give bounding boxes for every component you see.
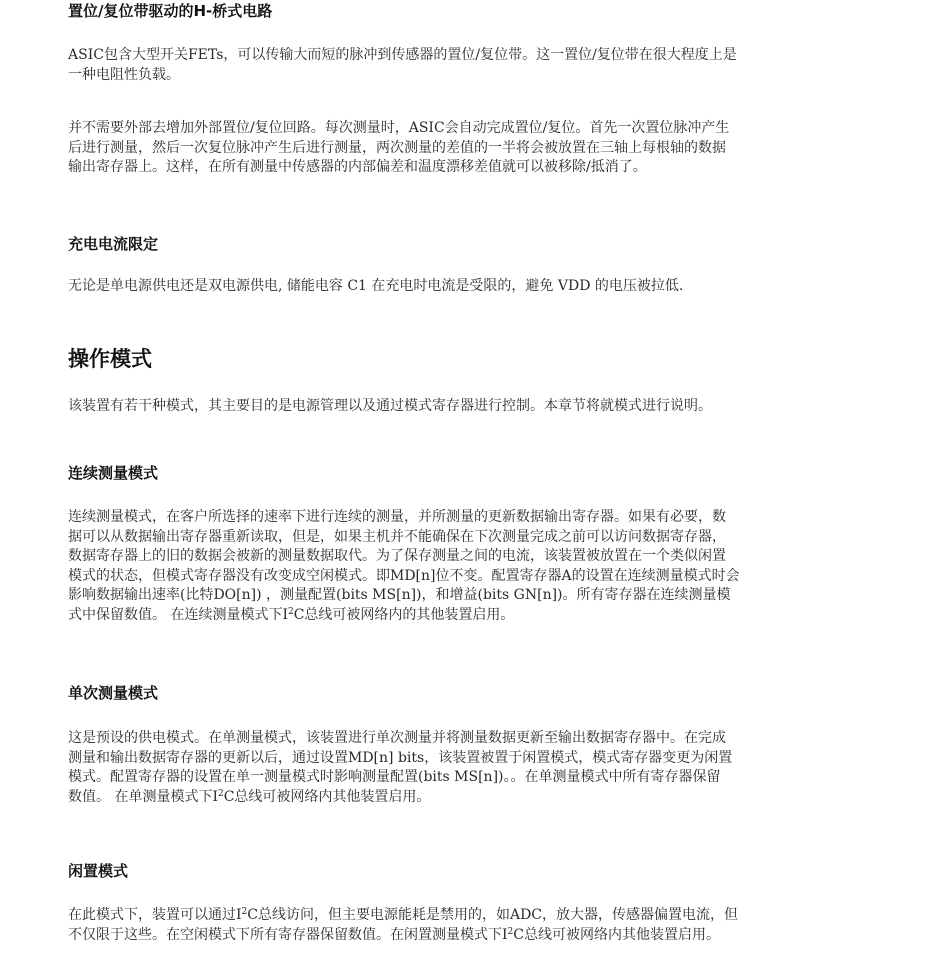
text-line <box>68 606 883 626</box>
heading-hbridge: 置位/复位带驱动的H-桥式电路 <box>68 2 273 20</box>
text-fragment: 不仅限于这些。在空闲模式下所有寄存器保留数值。在闲置测量模式下I <box>68 926 508 943</box>
text-line: 测量和输出数据寄存器的更新以后，通过设置MD[n] bits，该装置被置于闲置模式，模式寄存器变更为闲置 <box>68 749 733 766</box>
text-fragment: 在此模式下，装置可以通过I <box>68 907 242 923</box>
text-fragment: C总线访问，但主要电源能耗是禁用的，如ADC，放大器，传感器偏置电流，但 <box>247 907 739 923</box>
text-line: 该装置有若干种模式，其主要目的是电源管理以及通过模式寄存器进行控制。本章节将就模式进行说明。 <box>68 398 712 414</box>
text-line <box>68 926 883 946</box>
paragraph-hbridge-1 <box>68 46 883 85</box>
text-line: 模式。配置寄存器的设置在单一测量模式时影响测量配置(bits MS[n])。。在单测量模式中所有寄存器保留 <box>68 769 721 785</box>
text-fragment: 式中保留数值。 在连续测量模式下I <box>68 606 288 623</box>
text-line: 输出寄存器上。这样，在所有测量中传感器的内部偏差和温度漂移差值就可以被移除/抵消了。 <box>68 159 647 175</box>
text-line <box>68 906 883 926</box>
heading-operating-modes: 操作模式 <box>68 347 152 371</box>
text-fragment: C总线可被网络内的其他装置启用。 <box>293 606 515 623</box>
paragraph-operating-modes <box>68 397 883 417</box>
heading-idle-mode: 闲置模式 <box>68 862 129 880</box>
text-line: 据可以从数据输出寄存器重新读取，但是，如果主机并不能确保在下次测量完成之前可以访问数据寄存器， <box>68 528 726 545</box>
text-line: 连续测量模式，在客户所选择的速率下进行连续的测量，并所测量的更新数据输出寄存器。如果有必要，数 <box>68 509 726 525</box>
paragraph-idle-mode <box>68 906 883 945</box>
paragraph-hbridge-2 <box>68 119 883 178</box>
text-line <box>68 788 883 808</box>
text-line: 后进行测量，然后一次复位脉冲产生后进行测量，两次测量的差值的一半将会被放置在三轴上每根轴的数据 <box>68 139 726 156</box>
text-line: 这是预设的供电模式。在单测量模式，该装置进行单次测量并将测量数据更新至输出数据寄存器中。在完成 <box>68 730 726 746</box>
text-fragment: C总线可被网络内其他装置启用。 <box>513 926 720 943</box>
heading-single-mode: 单次测量模式 <box>68 684 159 702</box>
heading-continuous-mode: 连续测量模式 <box>68 464 159 482</box>
text-line: 数据寄存器上的旧的数据会被新的测量数据取代。为了保存测量之间的电流，该装置被放置在一个类似闲置 <box>68 548 726 564</box>
text-line: 无论是单电源供电还是双电源供电, 储能电容 C1 在充电时电流是受限的，避免 VDD 的电压被拉低. <box>68 278 684 294</box>
heading-charge-current: 充电电流限定 <box>68 235 159 253</box>
text-line: 模式的状态，但模式寄存器没有改变成空闲模式。即MD[n]位不变。配置寄存器A的设置在连续测量模式时会 <box>68 567 740 584</box>
paragraph-single-mode <box>68 729 883 807</box>
text-line: 并不需要外部去增加外部置位/复位回路。每次测量时，ASIC会自动完成置位/复位。首先一次置位脉冲产生 <box>68 120 730 136</box>
superscript: 2 <box>217 788 224 799</box>
text-line: 一种电阻性负载。 <box>68 66 180 83</box>
superscript: 2 <box>507 926 514 937</box>
paragraph-charge-current <box>68 277 883 297</box>
text-line: 影响数据输出速率(比特DO[n]) ，测量配置(bits MS[n])，和增益(bits GN[n])。所有寄存器在连续测量模 <box>68 587 731 603</box>
superscript: 2 <box>287 606 294 617</box>
superscript: 2 <box>241 907 248 917</box>
text-fragment: C总线可被网络内其他装置启用。 <box>223 788 431 805</box>
text-fragment: 数值。 在单测量模式下I <box>68 788 218 805</box>
text-line: ASIC包含大型开关FETs，可以传输大而短的脉冲到传感器的置位/复位带。这一置位/复位带在很大程度上是 <box>68 47 737 63</box>
paragraph-continuous-mode <box>68 508 883 625</box>
